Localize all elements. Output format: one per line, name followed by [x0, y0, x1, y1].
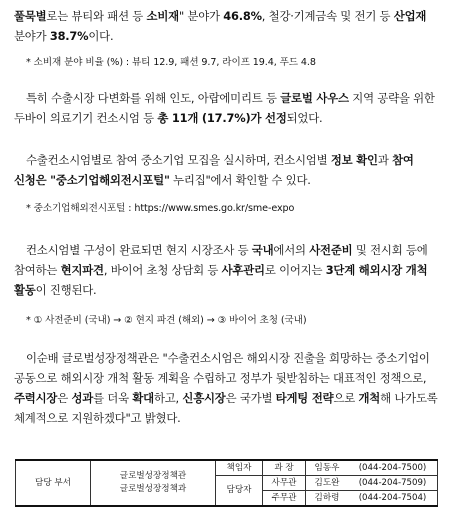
contact-title: 주무관 [263, 491, 306, 507]
highlight-text: 사전준비 [309, 243, 353, 257]
contact-dept-label: 담당 부서 [16, 460, 91, 506]
highlight-text: 현지파견 [60, 263, 104, 277]
body-text: 및 전시회 등에 참여하는 [14, 243, 428, 277]
body-text: 과 [377, 153, 393, 167]
highlight-text: 풀묵별 [14, 9, 47, 23]
body-text: 은 국가별 [225, 391, 276, 405]
body-text: 지역 공략을 위한 두바이 의료기기 컨소시엄 등 [14, 91, 435, 125]
body-text: 이다. [88, 29, 114, 43]
note-consumer-ratio: * 소비재 분야 비율 (%) : 뷰티 12.9, 패션 9.7, 라이프 19.4, 푸드 4.8 [26, 57, 316, 68]
contact-name: 김하령 [306, 491, 349, 507]
highlight-text: 주력시장 [14, 391, 58, 405]
note-stage-flow: * ① 사전준비 (국내) → ② 현지 파견 (해외) → ③ 바이어 초청 (국내) [26, 315, 307, 326]
body-text: 로 이어지는 [264, 263, 326, 277]
contact-phone: (044-204-7509) [348, 476, 438, 491]
paragraph-global-south [14, 88, 438, 128]
body-text: , 철강·기계금속 및 전기 등 [261, 9, 394, 23]
body-text: 컨소시엄별 구성이 완료되면 현지 시장조사 등 [26, 243, 252, 257]
highlight-text: 정보 확인 [330, 153, 378, 167]
body-text: " 분야가 [178, 9, 224, 23]
body-text: 누리집"에서 확인할 수 있다. [169, 173, 311, 187]
paragraph-consumer-industrial [14, 6, 438, 46]
highlight-text: 사후관리 [221, 263, 265, 277]
dept-name: 글로벌성장정책관 [119, 471, 187, 481]
contact-dept-names [91, 460, 216, 506]
highlight-text: 총 11개 (17.7%)가 선정 [157, 111, 287, 125]
paragraph-three-stages [14, 240, 438, 300]
highlight-text: 3단계 해외시장 개척 활동 [14, 263, 428, 297]
body-text: 하고, [153, 391, 183, 405]
contact-name: 임동우 [306, 460, 349, 476]
paragraph-recruitment [14, 150, 438, 190]
contact-role-staff: 담당자 [216, 476, 263, 507]
body-text: 이순배 글로벌성장정책관은 "수출컨소시엄은 해외시장 진출을 희망하는 중소기업이 공동으로 해외시장 개척 활동 계획을 수립하고 정부가 뒷받침하는 대표적인 정책으로, [14, 351, 430, 385]
highlight-text: 참여 신청은 "중소기업해외전시포털" [14, 153, 414, 187]
body-text: 되었다. [286, 111, 323, 125]
highlight-text: 성과 [71, 391, 94, 405]
body-text: 에서의 [273, 243, 310, 257]
body-text: 은 [57, 391, 72, 405]
body-text: , 바이어 초청 상담회 등 [103, 263, 222, 277]
highlight-text: 국내 [251, 243, 274, 257]
highlight-text: 신흥시장 [182, 391, 226, 405]
highlight-text: 글로벌 사우스 [280, 91, 349, 105]
contact-phone: (044-204-7504) [348, 491, 438, 507]
contact-role-head: 책임자 [216, 460, 263, 476]
body-text: 수출컨소시엄별로 참여 중소기업 모집을 실시하며, 컨소시엄별 [26, 153, 331, 167]
note-portal-url: * 중소기업해외전시포털 : https://www.smes.go.kr/sme-expo [26, 203, 295, 214]
highlight-text: 산업재 [393, 9, 427, 23]
highlight-text: 38.7% [49, 29, 89, 43]
highlight-text: 46.8% [223, 9, 262, 23]
body-text: 으로 [333, 391, 359, 405]
contact-title: 사무관 [263, 476, 306, 491]
body-text: 를 더욱 [93, 391, 133, 405]
highlight-text: 타게팅 전략 [275, 391, 334, 405]
highlight-text: 소비재 [146, 9, 179, 23]
highlight-text: 개척 [358, 391, 381, 405]
paragraph-quote [14, 348, 438, 428]
highlight-text: 확대 [132, 391, 154, 405]
body-text: 특히 수출시장 다변화를 위해 인도, 아랍에미리트 등 [26, 91, 281, 105]
contact-phone: (044-204-7500) [348, 460, 438, 476]
body-text: 해 나가도록 체계적으로 지원하겠다"고 밝혔다. [14, 391, 438, 425]
contact-name: 김도완 [306, 476, 349, 491]
body-text: 이 진행된다. [35, 283, 97, 297]
dept-name: 글로벌성장정책과 [119, 484, 187, 494]
body-text: 로는 뷰티와 패션 등 [46, 9, 147, 23]
body-text: 분야가 [14, 29, 50, 43]
contact-table [15, 459, 438, 507]
contact-title: 과 장 [263, 460, 306, 476]
